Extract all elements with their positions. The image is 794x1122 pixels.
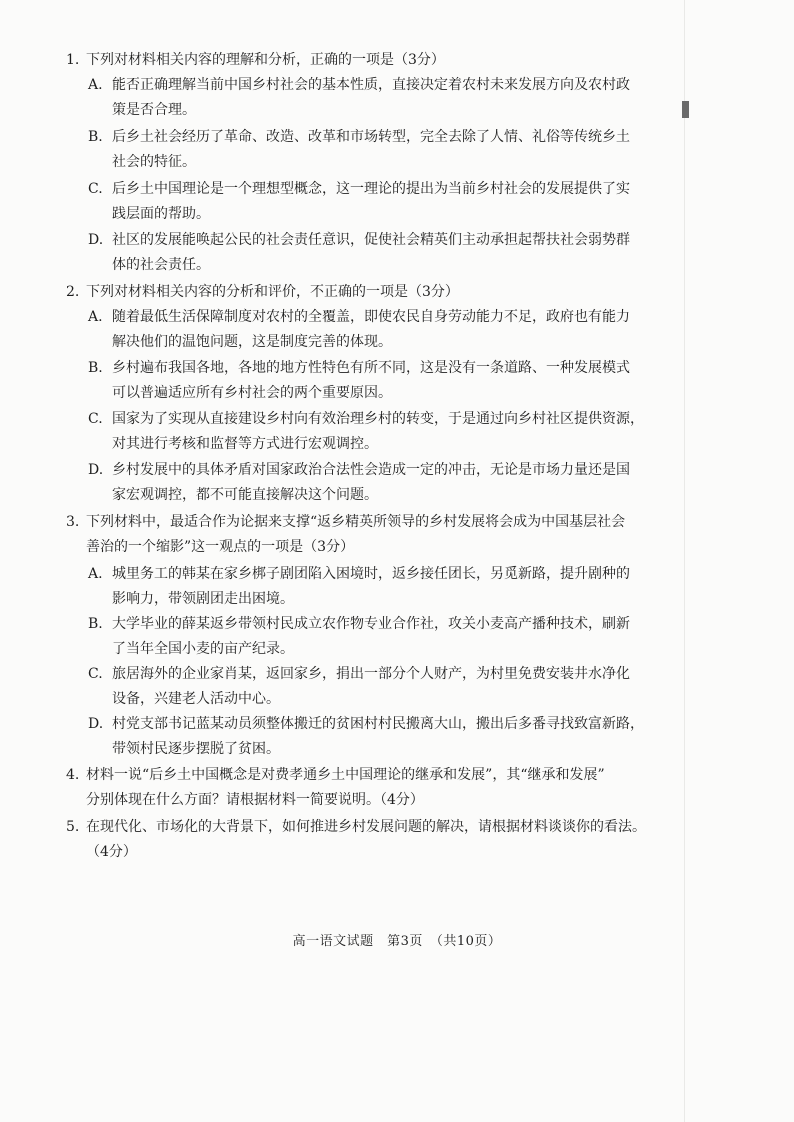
question-1-stem: 1. 下列对材料相关内容的理解和分析，正确的一项是（3分）	[66, 52, 445, 68]
page-footer: 高一语文试题 第3页 （共10页）	[292, 934, 502, 949]
scan-margin-mark	[682, 101, 689, 118]
question-3-option-b: B. 大学毕业的薛某返乡带领村民成立农作物专业合作社，攻关小麦高产播种技术，刷新 了当年全国小麦的亩产纪录。	[88, 616, 630, 657]
question-5-stem: 5. 在现代化、市场化的大背景下，如何推进乡村发展问题的解决，请根据材料谈谈你的看法。 （4分）	[66, 819, 646, 860]
question-1-option-a: A. 能否正确理解当前中国乡村社会的基本性质，直接决定着农村未来发展方向及农村政 策是否合理。	[88, 77, 630, 118]
question-3-option-c: C. 旅居海外的企业家肖某，返回家乡，捐出一部分个人财产，为村里免费安装井水净化 设备，兴建老人活动中心。	[88, 666, 630, 707]
question-3-option-a: A. 城里务工的韩某在家乡梆子剧团陷入困境时，返乡接任团长，另觅新路，提升剧种的 影响力，带领剧团走出困境。	[88, 566, 630, 607]
question-1-option-c: C. 后乡土中国理论是一个理想型概念，这一理论的提出为当前乡村社会的发展提供了实 践层面的帮助。	[88, 181, 630, 222]
question-2-option-b: B. 乡村遍布我国各地，各地的地方性特色有所不同，这是没有一条道路、一种发展模式 可以普遍适应所有乡村社会的两个重要原因。	[88, 360, 630, 401]
question-2-option-d: D. 乡村发展中的具体矛盾对国家政治合法性会造成一定的冲击，无论是市场力量还是国 家宏观调控，都不可能直接解决这个问题。	[88, 462, 630, 503]
question-4-stem: 4. 材料一说“后乡土中国概念是对费孝通乡土中国理论的继承和发展”，其“继承和发展” 分别体现在什么方面？请根据材料一简要说明。（4分）	[66, 767, 605, 808]
question-2-option-a: A. 随着最低生活保障制度对农村的全覆盖，即使农民自身劳动能力不足，政府也有能力 解决他们的温饱问题，这是制度完善的体现。	[88, 309, 630, 350]
question-1-option-d: D. 社区的发展能唤起公民的社会责任意识，促使社会精英们主动承担起帮扶社会弱势群 体的社会责任。	[88, 232, 630, 273]
question-3-stem: 3. 下列材料中，最适合作为论据来支撑“返乡精英所领导的乡村发展将会成为中国基层社会 善治的一个缩影”这一观点的一项是（3分）	[66, 514, 626, 555]
question-2-option-c: C. 国家为了实现从直接建设乡村向有效治理乡村的转变，于是通过向乡村社区提供资源， 对其进行考核和监督等方式进行宏观调控。	[88, 411, 644, 452]
question-3-option-d: D. 村党支部书记蓝某动员须整体搬迁的贫困村村民搬离大山，搬出后多番寻找致富新路， 带领村民逐步摆脱了贫困。	[88, 716, 644, 757]
question-1-option-b: B. 后乡土社会经历了革命、改造、改革和市场转型，完全去除了人情、礼俗等传统乡土 社会的特征。	[88, 129, 630, 170]
scan-fold-line	[684, 0, 685, 1122]
question-2-stem: 2. 下列对材料相关内容的分析和评价，不正确的一项是（3分）	[66, 284, 459, 300]
